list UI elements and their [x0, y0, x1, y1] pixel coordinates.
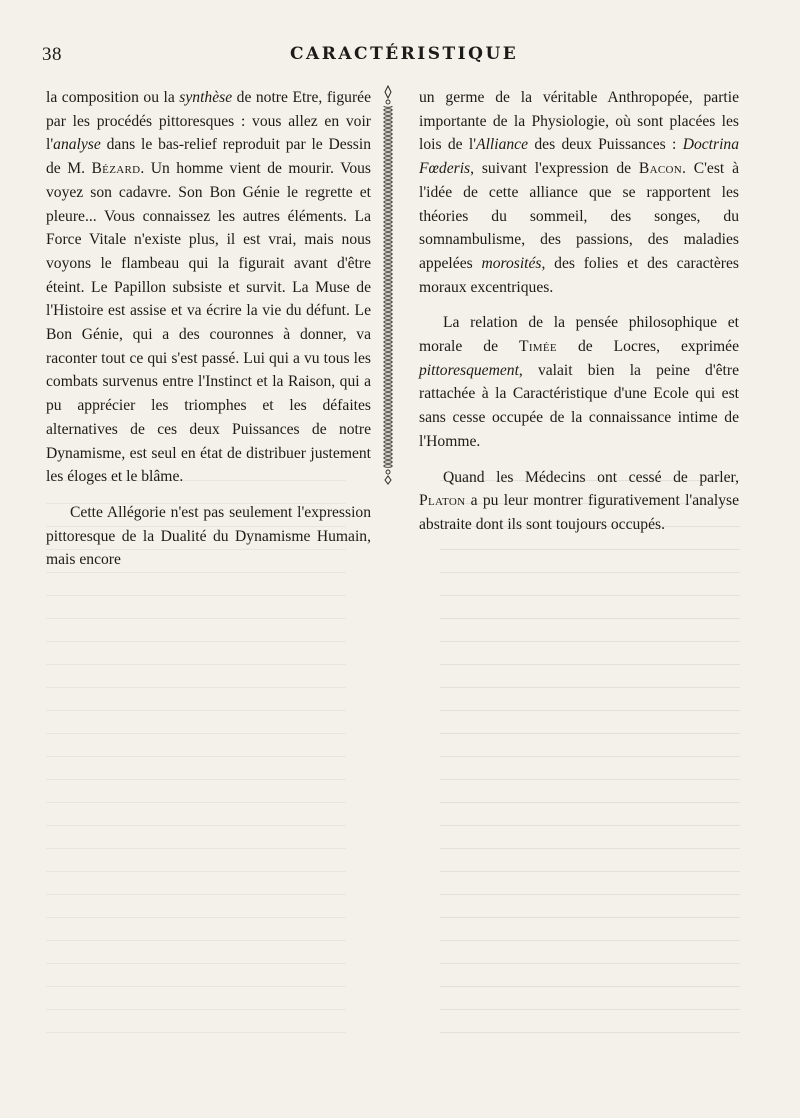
- running-title: CARACTÉRISTIQUE: [290, 44, 519, 64]
- left-paragraph-1: [46, 86, 371, 489]
- text-run: dans le bas-relief reproduit par le Dessin de M.: [46, 136, 371, 178]
- chain-ornament-divider: [380, 84, 396, 486]
- right-paragraph-2: [419, 311, 739, 453]
- text-run: . C'est à l'idée de cette alliance que se rapportent les théories du sommeil, des songes, du somnambulisme, des passions, des maladies appelées: [419, 160, 739, 272]
- italic-run: synthèse: [179, 89, 233, 106]
- text-run: , des folies et des caractères moraux excentriques.: [419, 254, 739, 296]
- italic-run: analyse: [53, 136, 101, 154]
- left-paragraph-2: [46, 501, 371, 572]
- text-run: de Locres, exprimée: [556, 338, 739, 356]
- small-caps-run: Bacon: [638, 160, 682, 178]
- text-run: . Un homme vient de mourir. Vous voyez son cadavre. Son Bon Génie le regrette et pleure... Vous connaissez les autres éléments. La Force Vitale n'existe plus, il est vrai, mais nous voyons le flambeau qui la figurait avant d'être éteint. Le Papillon subsiste et survit. La Muse de l'Histoire est assise et va écrire la vie du défunt. Le Bon Génie, qui a des couronnes à donner, va raconter tout ce qui s'est passé. Lui qui a vu tous les combats survenus entre l'Instinct et la Raison, qui a pu apprécier les triomphes et les défaites alternatives de ces deux Puissances de notre Dynamisme, est seul en état de distribuer justement les éloges et le blâme.: [46, 160, 371, 486]
- text-run: a pu leur montrer figurativement l'analyse abstraite dont ils sont toujours occupés.: [419, 492, 739, 533]
- page-number: 38: [42, 44, 62, 65]
- text-run: des deux Puissances :: [528, 136, 683, 154]
- right-paragraph-1: [419, 86, 739, 299]
- italic-run: Alliance: [476, 136, 529, 154]
- right-paragraph-3: [419, 466, 739, 537]
- text-run: Cette Allégorie n'est pas seulement l'expression pittoresque de la Dualité du Dynamisme Humain, mais encore: [46, 503, 371, 569]
- italic-run: Doctrina Fœderis: [419, 136, 739, 178]
- text-run: , valait bien la peine d'être rattachée à la Caractéristique d'une Ecole qui est sans cesse occupée de la connaissance intime de l'Homme.: [419, 361, 739, 450]
- text-run: La relation de la pensée philosophique et morale de: [419, 314, 739, 356]
- small-caps-run: Platon: [419, 492, 466, 510]
- italic-run: pittoresquement: [419, 361, 519, 379]
- right-column: [419, 86, 739, 537]
- show-through-texture-right: [440, 480, 740, 1040]
- text-run: Quand les Médecins ont cessé de parler,: [443, 468, 739, 486]
- text-run: la composition ou la: [46, 89, 180, 106]
- small-caps-run: Bézard: [91, 160, 141, 178]
- text-run: de notre Etre, figurée par les procédés pittoresques : vous allez en voir l': [46, 89, 371, 154]
- text-run: un germe de la véritable Anthropopée, partie importante de la Physiologie, où sont placées les lois de l': [419, 89, 739, 154]
- small-caps-run: Timée: [519, 338, 557, 356]
- text-run: , suivant l'expression de: [470, 160, 639, 178]
- italic-run: morosités: [481, 254, 542, 272]
- left-column: [46, 86, 371, 572]
